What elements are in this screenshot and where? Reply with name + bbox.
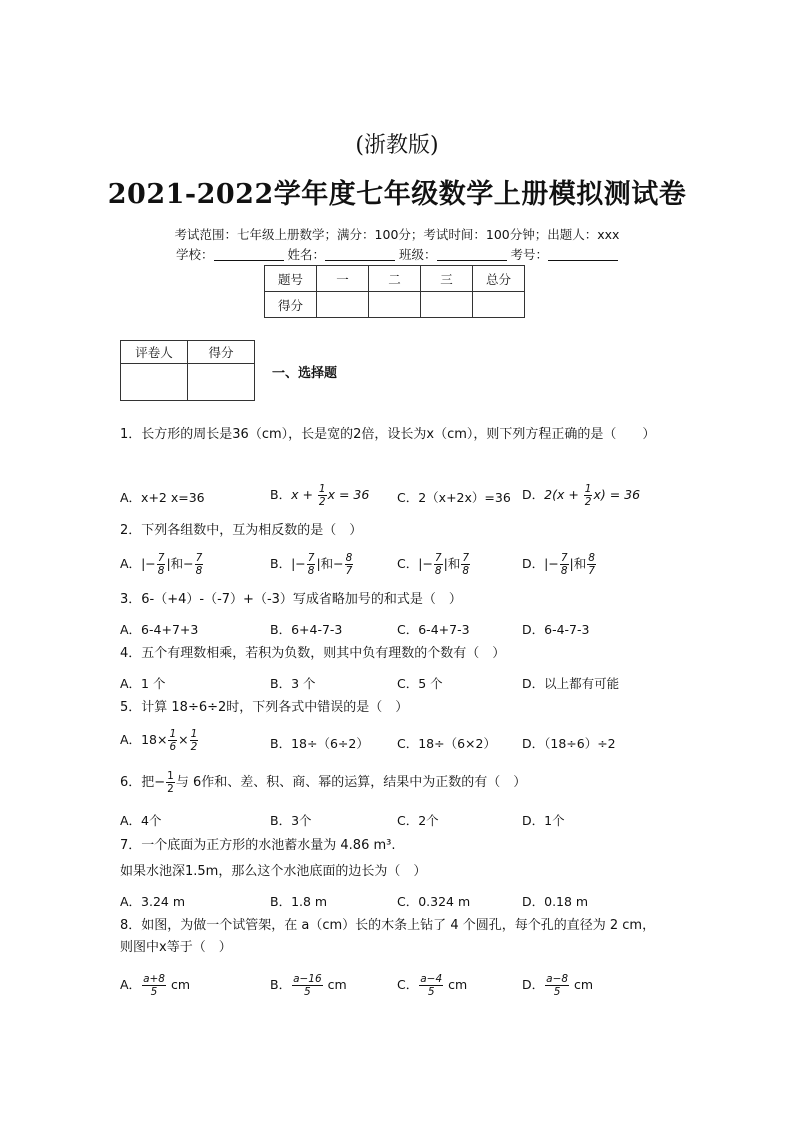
q1-option-c[interactable]: C．2（x+2x）=36 (397, 490, 511, 505)
q2-option-c[interactable]: C．|− $\frac{7}{8}$ |和 $\frac{7}{8}$ (397, 552, 470, 577)
q6-option-b[interactable]: B．3个 (270, 813, 312, 828)
q7-option-d[interactable]: D．0.18 m (522, 894, 589, 909)
id-blank[interactable] (548, 247, 618, 261)
score-header-cell: 题号 (265, 266, 317, 292)
class-label: 班级： (398, 247, 437, 262)
q5-option-a[interactable]: A．18× $\frac{1}{6}$ × $\frac{1}{2}$ (120, 728, 198, 753)
q1-option-a[interactable]: A．x+2 x=36 (120, 490, 205, 505)
score-table (264, 265, 525, 318)
q7-option-c[interactable]: C．0.324 m (397, 894, 471, 909)
q1-option-b[interactable]: B．x + $\frac{1}{2}$ x = 36 (270, 483, 370, 508)
score-header-cell: 二 (369, 266, 421, 292)
q4-option-c[interactable]: C．5 个 (397, 676, 443, 691)
name-blank[interactable] (325, 247, 395, 261)
q5-option-c[interactable]: C．18÷（6×2） (397, 736, 496, 751)
grader-score-header: 得分 (188, 341, 255, 364)
q2-option-a[interactable]: A．|− $\frac{7}{8}$ |和− $\frac{7}{8}$ (120, 552, 203, 577)
school-blank[interactable] (214, 247, 284, 261)
score-cell[interactable] (421, 292, 473, 318)
q7-option-a[interactable]: A．3.24 m (120, 894, 186, 909)
exam-title: 2021-2022学年度七年级数学上册模拟测试卷 (107, 179, 687, 210)
question-2-stem: 2．下列各组数中，互为相反数的是（ ） (120, 523, 363, 538)
q3-option-b[interactable]: B．6+4-7-3 (270, 622, 343, 637)
score-header-cell: 三 (421, 266, 473, 292)
q6-option-c[interactable]: C．2个 (397, 813, 439, 828)
question-6-stem: 6．把− $\frac{1}{2}$ 与 6作和、差、积、商、幂的运算，结果中为正数的有（ ） (120, 770, 527, 795)
q4-option-d[interactable]: D．以上都有可能 (522, 676, 620, 691)
grader-header: 评卷人 (121, 341, 188, 364)
question-1-stem: 1．长方形的周长是36（cm），长是宽的2倍，设长为x（cm），则下列方程正确的是（ ） (120, 427, 656, 442)
fraction: $\frac{1}{2}$ (584, 483, 592, 508)
score-row-label: 得分 (265, 292, 317, 318)
student-fields (0, 245, 794, 263)
grader-score-cell[interactable] (188, 364, 255, 401)
grader-cell[interactable] (121, 364, 188, 401)
question-8-stem: 8．如图，为做一个试管架，在 a（cm）长的木条上钻了 4 个圆孔，每个孔的直径为 2 cm，则图中x等于（ ） (120, 918, 656, 955)
question-7-stem-2: 如果水池深1.5m，那么这个水池底面的边长为（ ） (120, 864, 427, 879)
q3-option-d[interactable]: D．6-4-7-3 (522, 622, 590, 637)
q7-option-b[interactable]: B．1.8 m (270, 894, 328, 909)
id-label: 考号： (510, 247, 548, 262)
q2-option-b[interactable]: B．|− $\frac{7}{8}$ |和− $\frac{8}{7}$ (270, 552, 353, 577)
q4-option-a[interactable]: A．1 个 (120, 676, 166, 691)
q3-option-c[interactable]: C．6-4+7-3 (397, 622, 470, 637)
q8-option-b[interactable]: B． $\frac{a-16}{5}$ cm (270, 973, 347, 998)
name-label: 姓名： (287, 247, 325, 262)
score-cell[interactable] (317, 292, 369, 318)
score-header-row (265, 266, 525, 292)
q8-option-c[interactable]: C． $\frac{a-4}{5}$ cm (397, 973, 468, 998)
q5-option-b[interactable]: B．18÷（6÷2） (270, 736, 369, 751)
question-5-stem: 5．计算 18÷6÷2时，下列各式中错误的是（ ） (120, 700, 409, 715)
q3-option-a[interactable]: A．6-4+7+3 (120, 622, 199, 637)
school-label: 学校： (175, 247, 214, 262)
score-header-cell: 总分 (473, 266, 525, 292)
section-title: 一、选择题 (272, 366, 338, 381)
edition-label: (浙教版) (355, 133, 439, 158)
exam-info: 考试范围：七年级上册数学；满分：100分；考试时间：100分钟；出题人：xxx (174, 227, 620, 242)
question-4-stem: 4．五个有理数相乘，若积为负数，则其中负有理数的个数有（ ） (120, 646, 506, 661)
class-blank[interactable] (437, 247, 507, 261)
question-3-stem: 3．6-（+4）-（-7）+（-3）写成省略加号的和式是（ ） (120, 592, 462, 607)
q5-option-d[interactable]: D．（18÷6）÷2 (522, 736, 616, 751)
score-header-cell: 一 (317, 266, 369, 292)
q4-option-b[interactable]: B．3 个 (270, 676, 316, 691)
score-cell[interactable] (369, 292, 421, 318)
score-cell[interactable] (473, 292, 525, 318)
fraction: $\frac{1}{2}$ (318, 483, 326, 508)
q6-option-a[interactable]: A．4个 (120, 813, 162, 828)
q8-option-d[interactable]: D． $\frac{a-8}{5}$ cm (522, 973, 594, 998)
question-7-stem: 7．一个底面为正方形的水池蓄水量为 4.86 m³. (120, 838, 396, 853)
q1-option-d[interactable]: D．2(x + $\frac{1}{2}$ x) = 36 (522, 483, 641, 508)
score-value-row (265, 292, 525, 318)
q6-option-d[interactable]: D．1个 (522, 813, 565, 828)
q8-option-a[interactable]: A． $\frac{a+8}{5}$ cm (120, 973, 191, 998)
grader-table (120, 340, 255, 401)
q2-option-d[interactable]: D．|− $\frac{7}{8}$ |和 $\frac{8}{7}$ (522, 552, 595, 577)
